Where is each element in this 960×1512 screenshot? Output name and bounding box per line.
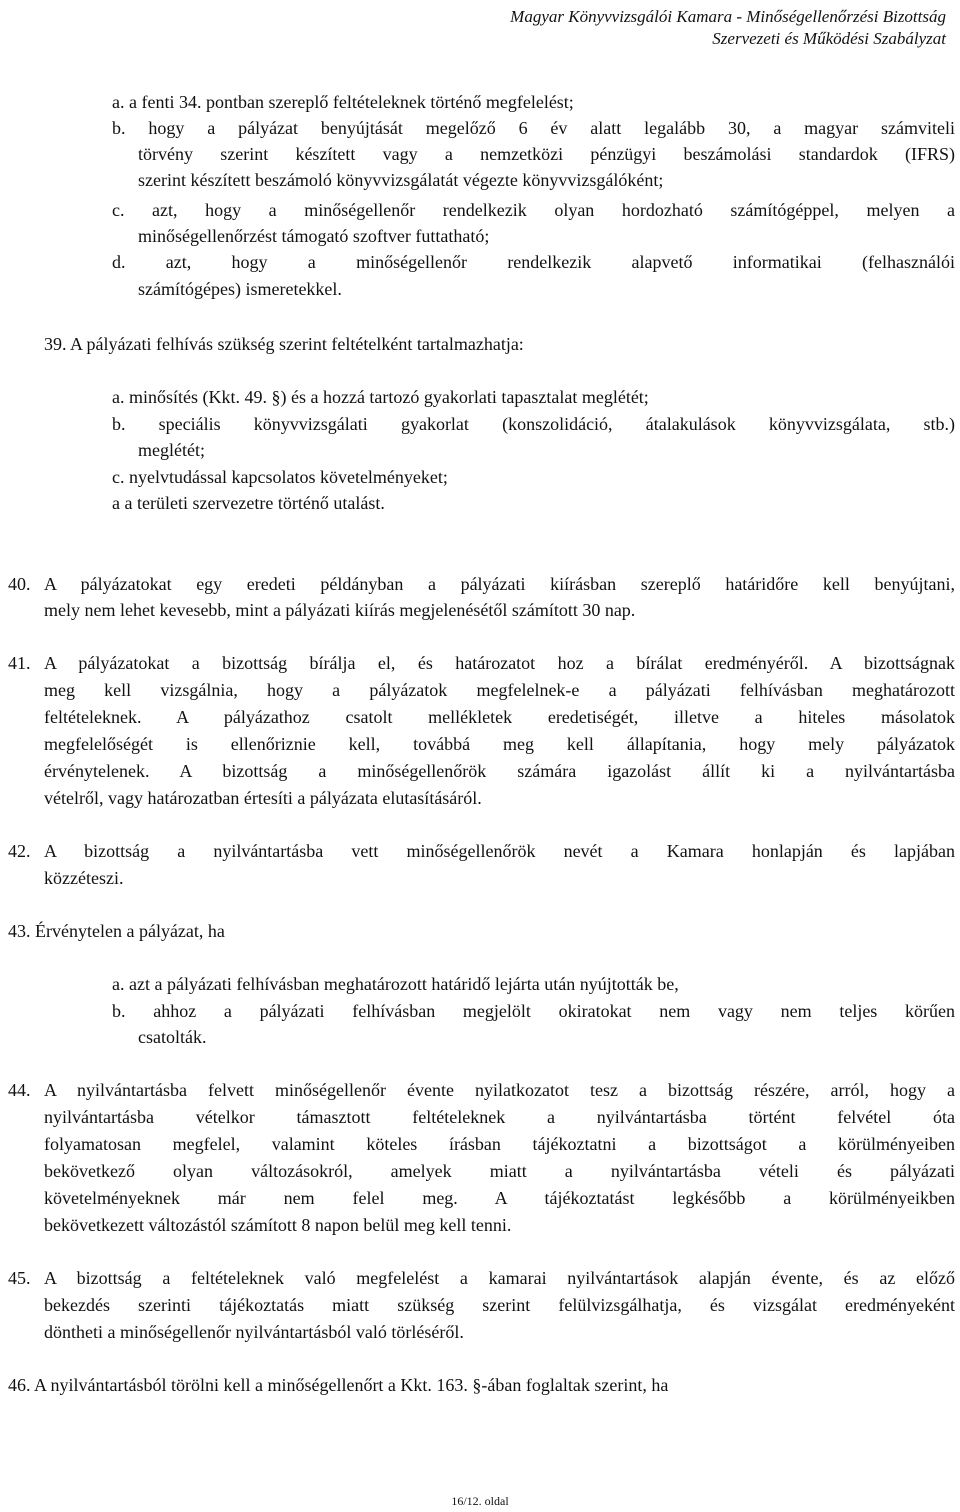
paragraph-44-line5: követelményeknek már nem felel meg. A tájékoztatást legkésőbb a körülményeikben xyxy=(44,1188,955,1208)
paragraph-41-number: 41. xyxy=(8,653,31,673)
paragraph-40-number: 40. xyxy=(8,574,31,594)
header-organization: Magyar Könyvvizsgálói Kamara - Minőségellenőrzési Bizottság xyxy=(510,7,946,26)
paragraph-41-line6: vételről, vagy határozatban értesíti a pályázata elutasításáról. xyxy=(44,788,482,808)
paragraph-39-item-d: a a területi szervezetre történő utalást. xyxy=(112,493,385,513)
paragraph-41-line5: érvénytelenek. A bizottság a minőségellenőrök számára igazolást állít ki a nyilvántartásba xyxy=(44,761,955,781)
list-item-c-line2: minőségellenőrzést támogató szoftver futtatható; xyxy=(138,226,490,246)
paragraph-41-line4: megfelelőségét is ellenőriznie kell, továbbá meg kell állapítania, hogy mely pályázatok xyxy=(44,734,955,754)
paragraph-39-item-b-line2: meglétét; xyxy=(138,440,205,460)
paragraph-44-line3: folyamatosan megfelel, valamint köteles írásban tájékoztatni a bizottságot a körülményeiben xyxy=(44,1134,955,1154)
paragraph-43-item-a: a. azt a pályázati felhívásban meghatározott határidő lejárta után nyújtották be, xyxy=(112,974,679,994)
paragraph-39-heading: 39. A pályázati felhívás szükség szerint feltételként tartalmazhatja: xyxy=(44,334,524,354)
list-item-c-line1: c. azt, hogy a minőségellenőr rendelkezik olyan hordozható számítógéppel, melyen a xyxy=(112,200,955,220)
paragraph-44-line6: bekövetkezett változástól számított 8 napon belül meg kell tenni. xyxy=(44,1215,512,1235)
paragraph-43-item-b-line1: b. ahhoz a pályázati felhívásban megjelölt okiratokat nem vagy nem teljes körűen xyxy=(112,1001,955,1021)
paragraph-39-item-a: a. minősítés (Kkt. 49. §) és a hozzá tartozó gyakorlati tapasztalat meglétét; xyxy=(112,387,649,407)
list-item-d-line2: számítógépes) ismeretekkel. xyxy=(138,279,342,299)
paragraph-39-item-b-line1: b. speciális könyvvizsgálati gyakorlat (konszolidáció, átalakulások könyvvizsgálata, stb.) xyxy=(112,414,955,434)
paragraph-44-line2: nyilvántartásba vételkor támasztott feltételeknek a nyilvántartásba történt felvétel óta xyxy=(44,1107,955,1127)
paragraph-42-number: 42. xyxy=(8,841,31,861)
paragraph-45-number: 45. xyxy=(8,1268,31,1288)
list-item-d-line1: d. azt, hogy a minőségellenőr rendelkezik alapvető informatikai (felhasználói xyxy=(112,252,955,272)
page-header xyxy=(510,6,946,50)
paragraph-44-line4: bekövetkező olyan változásokról, amelyek miatt a nyilvántartásba vételi és pályázati xyxy=(44,1161,955,1181)
paragraph-45-line1: A bizottság a feltételeknek való megfelelést a kamarai nyilvántartások alapján évente, és az előző xyxy=(44,1268,955,1288)
paragraph-41-line3: feltételeknek. A pályázathoz csatolt mellékletek eredetiségét, illetve a hiteles másolatok xyxy=(44,707,955,727)
list-item-b-line1: b. hogy a pályázat benyújtását megelőző 6 év alatt legalább 30, a magyar számviteli xyxy=(112,118,955,138)
paragraph-40-line1: A pályázatokat egy eredeti példányban a pályázati kiírásban szereplő határidőre kell benyújtani, xyxy=(44,574,955,594)
list-item-a: a. a fenti 34. pontban szereplő feltételeknek történő megfelelést; xyxy=(112,92,574,112)
paragraph-45-line3: döntheti a minőségellenőr nyilvántartásból való törléséről. xyxy=(44,1322,464,1342)
paragraph-41-line2: meg kell vizsgálnia, hogy a pályázatok megfelelnek-e a pályázati felhívásban meghatározott xyxy=(44,680,955,700)
paragraph-44-line1: A nyilvántartásba felvett minőségellenőr évente nyilatkozatot tesz a bizottság részére, arról, hogy a xyxy=(44,1080,955,1100)
paragraph-45-line2: bekezdés szerinti tájékoztatás miatt szükség szerint felülvizsgálhatja, és vizsgálat eredményeként xyxy=(44,1295,955,1315)
list-item-b-line3: szerint készített beszámoló könyvvizsgálatát végezte könyvvizsgálóként; xyxy=(138,170,664,190)
paragraph-39-item-c: c. nyelvtudással kapcsolatos követelményeket; xyxy=(112,467,448,487)
list-item-b-line2: törvény szerint készített vagy a nemzetközi pénzügyi beszámolási standardok (IFRS) xyxy=(138,144,955,164)
paragraph-42-line1: A bizottság a nyilvántartásba vett minőségellenőrök nevét a Kamara honlapján és lapjában xyxy=(44,841,955,861)
page-footer: 16/12. oldal xyxy=(451,1494,509,1508)
paragraph-42-line2: közzéteszi. xyxy=(44,868,124,888)
header-document-title: Szervezeti és Működési Szabályzat xyxy=(712,29,946,48)
paragraph-43-heading: 43. Érvénytelen a pályázat, ha xyxy=(8,921,225,941)
paragraph-46: 46. A nyilvántartásból törölni kell a minőségellenőrt a Kkt. 163. §-ában foglaltak szerint, ha xyxy=(8,1375,669,1395)
paragraph-43-item-b-line2: csatolták. xyxy=(138,1027,207,1047)
paragraph-41-line1: A pályázatokat a bizottság bírálja el, és határozatot hoz a bírálat eredményéről. A bizottságnak xyxy=(44,653,955,673)
paragraph-40-line2: mely nem lehet kevesebb, mint a pályázati kiírás megjelenésétől számított 30 nap. xyxy=(44,600,636,620)
paragraph-44-number: 44. xyxy=(8,1080,31,1100)
